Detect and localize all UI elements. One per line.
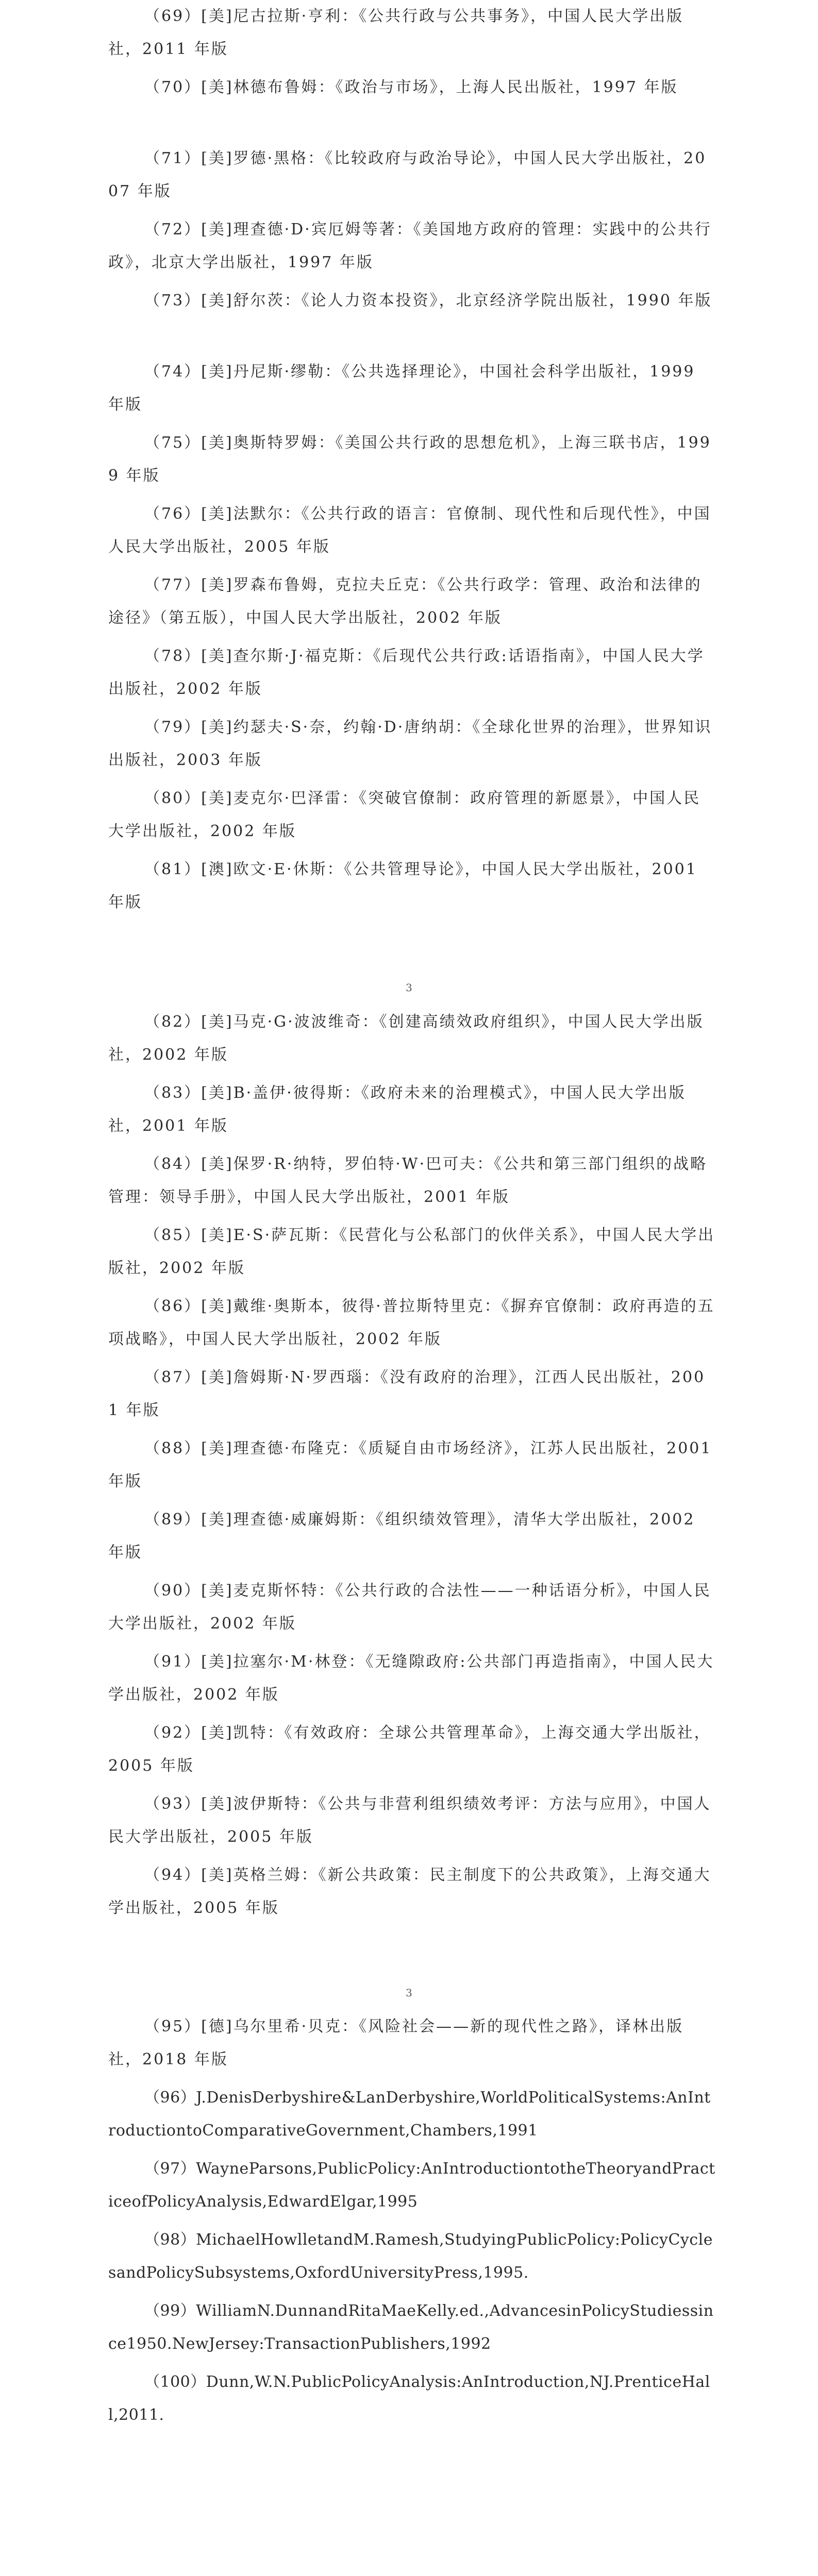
reference-100: （100）Dunn,W.N.PublicPolicyAnalysis:AnIntroduction,NJ.PrenticeHall,2011.	[108, 2373, 710, 2424]
reference-80: （80）[美]麦克尔·巴泽雷：《突破官僚制：政府管理的新愿景》，中国人民大学出版社，2002 年版	[108, 789, 701, 840]
reference-93: （93）[美]波伊斯特：《公共与非营利组织绩效考评：方法与应用》，中国人民大学出版社，2005 年版	[108, 1795, 711, 1846]
reference-75: （75）[美]奥斯特罗姆：《美国公共行政的思想危机》，上海三联书店，1999 年版	[108, 434, 711, 485]
reference-72: （72）[美]理查德·D·宾厄姆等著：《美国地方政府的管理：实践中的公共行政》，北京大学出版社，1997 年版	[108, 221, 712, 272]
reference-88: （88）[美]理查德·布隆克：《质疑自由市场经济》，江苏人民出版社，2001 年版	[108, 1439, 712, 1490]
reference-73: （73）[美]舒尔茨：《论人力资本投资》，北京经济学院出版社，1990 年版	[144, 292, 712, 310]
reference-84: （84）[美]保罗·R·纳特，罗伯特·W·巴可夫：《公共和第三部门组织的战略管理：领导手册》，中国人民大学出版社，2001 年版	[108, 1155, 708, 1206]
reference-92: （92）[美]凯特：《有效政府：全球公共管理革命》，上海交通大学出版社，2005 年版	[108, 1724, 711, 1775]
reference-79: （79）[美]约瑟夫·S·奈，约翰·D·唐纳胡：《全球化世界的治理》，世界知识出版社，2003 年版	[108, 718, 712, 769]
page-number: 3	[406, 981, 412, 994]
reference-78: （78）[美]查尔斯·J·福克斯：《后现代公共行政:话语指南》，中国人民大学出版社，2002 年版	[108, 647, 705, 698]
reference-99: （99）WilliamN.DunnandRitaMaeKelly.ed.,AdvancesinPolicyStudiessince1950.NewJersey:TransactionPublishers,1992	[108, 2302, 714, 2353]
reference-96: （96）J.DenisDerbyshire&LanDerbyshire,WorldPoliticalSystems:AnIntroductiontoComparativeGovernment,Chambers,1991	[108, 2089, 711, 2140]
reference-77: （77）[美]罗森布鲁姆，克拉夫丘克：《公共行政学：管理、政治和法律的途径》（第五版），中国人民大学出版社，2002 年版	[108, 576, 702, 627]
reference-74: （74）[美]丹尼斯·缪勒：《公共选择理论》，中国社会科学出版社，1999 年版	[108, 363, 695, 414]
reference-97: （97）WayneParsons,PublicPolicy:AnIntroductiontotheTheoryandPracticeofPolicyAnalysis,EdwardElgar,1995	[108, 2160, 715, 2211]
reference-91: （91）[美]拉塞尔·M·林登：《无缝隙政府:公共部门再造指南》，中国人民大学出版社，2002 年版	[108, 1653, 714, 1704]
reference-82: （82）[美]马克·G·波波维奇：《创建高绩效政府组织》，中国人民大学出版社，2002 年版	[108, 1013, 704, 1064]
reference-89: （89）[美]理查德·威廉姆斯：《组织绩效管理》，清华大学出版社，2002 年版	[108, 1511, 695, 1562]
reference-95: （95）[德]乌尔里希·贝克：《风险社会——新的现代性之路》，译林出版社，2018 年版	[108, 2018, 684, 2069]
reference-71: （71）[美]罗德·黑格：《比较政府与政治导论》，中国人民大学出版社，2007 年版	[108, 149, 707, 200]
page-number: 3	[406, 1987, 412, 1999]
reference-70: （70）[美]林德布鲁姆：《政治与市场》，上海人民出版社，1997 年版	[144, 78, 678, 96]
reference-81: （81）[澳]欧文·E·休斯：《公共管理导论》，中国人民大学出版社，2001 年版	[108, 860, 697, 911]
reference-86: （86）[美]戴维·奥斯本，彼得·普拉斯特里克：《摒弃官僚制：政府再造的五项战略》，中国人民大学出版社，2002 年版	[108, 1297, 715, 1348]
reference-85: （85）[美]E·S·萨瓦斯：《民营化与公私部门的伙伴关系》，中国人民大学出版社，2002 年版	[108, 1226, 715, 1277]
reference-76: （76）[美]法默尔：《公共行政的语言：官僚制、现代性和后现代性》，中国人民大学出版社，2005 年版	[108, 505, 711, 556]
reference-98: （98）MichaelHowlletandM.Ramesh,StudyingPublicPolicy:PolicyCyclesandPolicySubsystems,OxfordUniversityPress,1995.	[108, 2231, 713, 2282]
reference-83: （83）[美]B·盖伊·彼得斯：《政府未来的治理模式》，中国人民大学出版社，2001 年版	[108, 1084, 686, 1135]
reference-87: （87）[美]詹姆斯·N·罗西瑙：《没有政府的治理》，江西人民出版社，2001 年版	[108, 1368, 706, 1419]
reference-94: （94）[美]英格兰姆：《新公共政策：民主制度下的公共政策》，上海交通大学出版社，2005 年版	[108, 1866, 711, 1917]
reference-69: （69）[美]尼古拉斯·亨利：《公共行政与公共事务》，中国人民大学出版社，2011 年版	[108, 7, 684, 58]
reference-90: （90）[美]麦克斯怀特：《公共行政的合法性——一种话语分析》，中国人民大学出版社，2002 年版	[108, 1582, 711, 1633]
